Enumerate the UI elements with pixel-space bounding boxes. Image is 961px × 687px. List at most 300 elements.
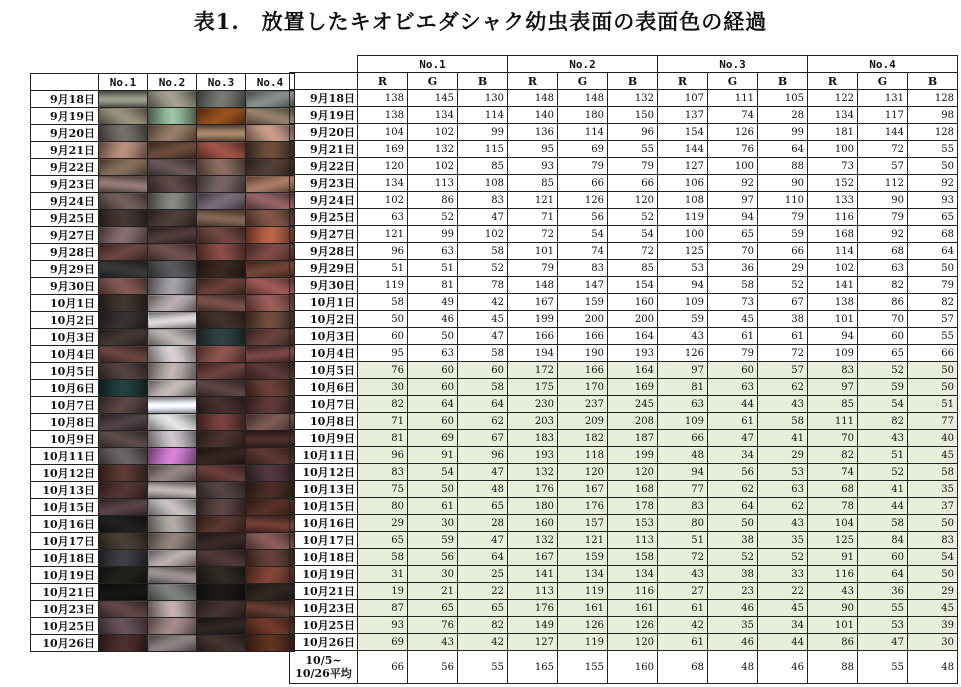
- rgb-value-cell: 176: [558, 498, 608, 515]
- rgb-value-cell: 121: [358, 226, 408, 243]
- rgb-value-cell: 153: [608, 515, 658, 532]
- rgb-value-cell: 58: [458, 243, 508, 260]
- larva-photo-no3: [197, 227, 246, 244]
- rgb-value-cell: 148: [508, 90, 558, 107]
- rgb-value-cell: 43: [658, 328, 708, 345]
- rgb-value-cell: 51: [358, 260, 408, 277]
- photo-row-date: 9月29日: [31, 261, 99, 278]
- rgb-value-cell: 65: [708, 226, 758, 243]
- group-header-no3: No.3: [658, 56, 808, 73]
- larva-photo-no2: [148, 516, 197, 533]
- rgb-value-cell: 158: [608, 549, 658, 566]
- larva-photo-no1: [99, 159, 148, 176]
- larva-photo-no2: [148, 312, 197, 329]
- larva-photo-no3: [197, 601, 246, 618]
- rgb-value-cell: 126: [608, 617, 658, 634]
- rgb-value-cell: 109: [658, 413, 708, 430]
- larva-photo-no4: [246, 329, 295, 346]
- rgb-value-cell: 64: [708, 498, 758, 515]
- rgb-value-cell: 114: [808, 243, 858, 260]
- data-row: [290, 226, 958, 243]
- rgb-value-cell: 138: [358, 107, 408, 124]
- average-value-cell: 56: [408, 651, 458, 684]
- photo-row: [31, 397, 295, 414]
- photo-row-date: 9月23日: [31, 176, 99, 193]
- rgb-value-cell: 53: [858, 617, 908, 634]
- rgb-value-cell: 148: [508, 277, 558, 294]
- larva-photo-no1: [99, 227, 148, 244]
- larva-photo-no3: [197, 465, 246, 482]
- rgb-value-cell: 94: [658, 277, 708, 294]
- rgb-value-cell: 66: [908, 345, 958, 362]
- rgb-value-cell: 134: [808, 107, 858, 124]
- rgb-value-cell: 35: [708, 617, 758, 634]
- larva-photo-no4: [246, 244, 295, 261]
- photo-table-header: [31, 74, 295, 91]
- photo-row: [31, 278, 295, 295]
- rgb-value-cell: 47: [458, 464, 508, 481]
- larva-photo-no2: [148, 635, 197, 652]
- rgb-value-cell: 161: [558, 600, 608, 617]
- larva-photo-no2: [148, 91, 197, 108]
- rgb-value-cell: 70: [708, 243, 758, 260]
- larva-photo-no2: [148, 618, 197, 635]
- rgb-value-cell: 67: [758, 294, 808, 311]
- larva-photo-no1: [99, 397, 148, 414]
- rgb-value-cell: 65: [908, 209, 958, 226]
- photo-row-date: 10月25日: [31, 618, 99, 635]
- rgb-value-cell: 138: [358, 90, 408, 107]
- group-header-no1: No.1: [358, 56, 508, 73]
- larva-photo-no4: [246, 499, 295, 516]
- photo-row-date: 9月20日: [31, 125, 99, 142]
- rgb-value-cell: 81: [658, 379, 708, 396]
- data-row-date: 10月12日: [290, 464, 358, 481]
- rgb-value-cell: 150: [608, 107, 658, 124]
- rgb-value-cell: 81: [408, 277, 458, 294]
- larva-photo-no3: [197, 482, 246, 499]
- photo-row-date: 10月3日: [31, 329, 99, 346]
- rgb-value-cell: 111: [808, 413, 858, 430]
- rgb-value-cell: 51: [908, 396, 958, 413]
- rgb-value-cell: 63: [408, 243, 458, 260]
- rgb-value-cell: 132: [608, 90, 658, 107]
- rgb-value-cell: 68: [858, 243, 908, 260]
- rgb-value-cell: 61: [708, 328, 758, 345]
- larva-photo-no1: [99, 499, 148, 516]
- rgb-value-cell: 59: [658, 311, 708, 328]
- larva-photo-no1: [99, 465, 148, 482]
- rgb-value-cell: 115: [458, 141, 508, 158]
- larva-photo-no2: [148, 108, 197, 125]
- data-row-date: 9月23日: [290, 175, 358, 192]
- average-value-cell: 48: [908, 651, 958, 684]
- larva-photo-no1: [99, 108, 148, 125]
- rgb-value-cell: 55: [608, 141, 658, 158]
- rgb-value-cell: 56: [408, 549, 458, 566]
- data-row-date: 10月3日: [290, 328, 358, 345]
- photo-row: [31, 244, 295, 261]
- data-row-date: 9月18日: [290, 90, 358, 107]
- data-row: [290, 158, 958, 175]
- larva-photo-no1: [99, 142, 148, 159]
- data-row: [290, 175, 958, 192]
- data-row-date: 10月1日: [290, 294, 358, 311]
- larva-photo-no2: [148, 227, 197, 244]
- larva-photo-no1: [99, 261, 148, 278]
- photo-row: [31, 91, 295, 108]
- rgb-value-cell: 63: [758, 481, 808, 498]
- larva-photo-no3: [197, 159, 246, 176]
- photo-row: [31, 193, 295, 210]
- rgb-value-cell: 30: [408, 566, 458, 583]
- rgb-value-cell: 101: [808, 311, 858, 328]
- rgb-value-cell: 54: [608, 226, 658, 243]
- larva-photo-no4: [246, 635, 295, 652]
- larva-photo-no2: [148, 567, 197, 584]
- rgb-value-cell: 141: [808, 277, 858, 294]
- rgb-value-cell: 52: [858, 362, 908, 379]
- rgb-value-cell: 29: [908, 583, 958, 600]
- rgb-value-cell: 180: [558, 107, 608, 124]
- larva-photo-no4: [246, 125, 295, 142]
- rgb-value-cell: 119: [558, 583, 608, 600]
- rgb-value-cell: 82: [858, 413, 908, 430]
- rgb-value-cell: 44: [708, 396, 758, 413]
- larva-photo-no4: [246, 448, 295, 465]
- rgb-value-cell: 88: [758, 158, 808, 175]
- rgb-value-cell: 96: [608, 124, 658, 141]
- channel-header-r: R: [508, 73, 558, 90]
- larva-photo-no2: [148, 278, 197, 295]
- rgb-value-cell: 55: [858, 600, 908, 617]
- rgb-value-cell: 25: [458, 566, 508, 583]
- rgb-value-cell: 59: [858, 379, 908, 396]
- larva-photo-no3: [197, 193, 246, 210]
- rgb-value-cell: 65: [358, 532, 408, 549]
- data-row-date: 9月25日: [290, 209, 358, 226]
- rgb-value-cell: 68: [808, 481, 858, 498]
- rgb-value-cell: 119: [358, 277, 408, 294]
- rgb-value-cell: 40: [908, 430, 958, 447]
- larva-photo-no3: [197, 567, 246, 584]
- rgb-value-cell: 182: [558, 430, 608, 447]
- larva-photo-no2: [148, 601, 197, 618]
- larva-photo-no2: [148, 431, 197, 448]
- larva-photo-no3: [197, 499, 246, 516]
- data-row: [290, 243, 958, 260]
- rgb-value-cell: 50: [908, 158, 958, 175]
- rgb-value-cell: 109: [808, 345, 858, 362]
- rgb-value-cell: 178: [608, 498, 658, 515]
- rgb-value-cell: 62: [708, 481, 758, 498]
- rgb-value-cell: 51: [858, 447, 908, 464]
- rgb-value-cell: 62: [458, 413, 508, 430]
- data-row: [290, 634, 958, 651]
- data-row-date: 10月6日: [290, 379, 358, 396]
- rgb-value-cell: 60: [858, 328, 908, 345]
- larva-photo-no4: [246, 261, 295, 278]
- photo-row-date: 10月11日: [31, 448, 99, 465]
- larva-photo-no3: [197, 142, 246, 159]
- rgb-value-cell: 209: [558, 413, 608, 430]
- larva-photo-no2: [148, 499, 197, 516]
- rgb-value-cell: 28: [758, 107, 808, 124]
- larva-photo-no1: [99, 584, 148, 601]
- rgb-value-cell: 107: [658, 90, 708, 107]
- rgb-value-cell: 51: [658, 532, 708, 549]
- data-row: [290, 498, 958, 515]
- rgb-value-cell: 60: [408, 413, 458, 430]
- larva-photo-no4: [246, 363, 295, 380]
- rgb-value-cell: 51: [408, 260, 458, 277]
- larva-photo-no4: [246, 397, 295, 414]
- rgb-value-cell: 43: [758, 396, 808, 413]
- rgb-value-cell: 45: [708, 311, 758, 328]
- photo-header-no2: No.2: [148, 74, 197, 91]
- rgb-value-cell: 86: [858, 294, 908, 311]
- rgb-value-cell: 58: [708, 277, 758, 294]
- larva-photo-no3: [197, 91, 246, 108]
- rgb-value-cell: 147: [558, 277, 608, 294]
- rgb-value-cell: 100: [658, 226, 708, 243]
- channel-header-b: B: [758, 73, 808, 90]
- rgb-value-cell: 50: [908, 362, 958, 379]
- rgb-value-cell: 82: [908, 294, 958, 311]
- rgb-value-cell: 60: [708, 362, 758, 379]
- rgb-value-cell: 118: [558, 447, 608, 464]
- larva-photo-no3: [197, 329, 246, 346]
- rgb-value-cell: 60: [358, 328, 408, 345]
- rgb-value-cell: 64: [408, 396, 458, 413]
- larva-photo-no3: [197, 244, 246, 261]
- rgb-value-cell: 203: [508, 413, 558, 430]
- rgb-value-cell: 109: [658, 294, 708, 311]
- average-value-cell: 155: [558, 651, 608, 684]
- rgb-value-cell: 99: [408, 226, 458, 243]
- rgb-value-cell: 61: [708, 413, 758, 430]
- larva-photo-no3: [197, 363, 246, 380]
- rgb-value-cell: 45: [908, 600, 958, 617]
- average-value-cell: 55: [858, 651, 908, 684]
- data-row-date: 9月29日: [290, 260, 358, 277]
- rgb-value-cell: 61: [658, 634, 708, 651]
- larva-photo-no4: [246, 601, 295, 618]
- data-row: [290, 515, 958, 532]
- data-row-date: 10月9日: [290, 430, 358, 447]
- rgb-value-cell: 132: [508, 464, 558, 481]
- photo-row: [31, 142, 295, 159]
- rgb-value-cell: 108: [658, 192, 708, 209]
- rgb-value-cell: 83: [808, 362, 858, 379]
- data-row-date: 10月4日: [290, 345, 358, 362]
- rgb-value-cell: 55: [908, 328, 958, 345]
- photo-row-date: 10月23日: [31, 601, 99, 618]
- larva-photo-no2: [148, 176, 197, 193]
- rgb-value-cell: 167: [508, 549, 558, 566]
- rgb-value-cell: 154: [608, 277, 658, 294]
- rgb-value-cell: 93: [508, 158, 558, 175]
- photo-row-date: 9月21日: [31, 142, 99, 159]
- rgb-value-cell: 79: [558, 158, 608, 175]
- rgb-value-cell: 126: [558, 617, 608, 634]
- rgb-value-cell: 80: [658, 515, 708, 532]
- larva-photo-no4: [246, 550, 295, 567]
- data-row: [290, 345, 958, 362]
- larva-photo-no2: [148, 482, 197, 499]
- rgb-value-cell: 53: [658, 260, 708, 277]
- data-row-date: 10月19日: [290, 566, 358, 583]
- rgb-value-cell: 128: [908, 124, 958, 141]
- rgb-value-cell: 72: [608, 243, 658, 260]
- average-label: 10/5~ 10/26平均: [290, 651, 358, 684]
- larva-photo-no2: [148, 125, 197, 142]
- rgb-value-cell: 96: [458, 447, 508, 464]
- channel-header-row: [290, 73, 958, 90]
- larva-photo-no1: [99, 346, 148, 363]
- rgb-value-cell: 122: [808, 90, 858, 107]
- data-row: [290, 311, 958, 328]
- rgb-value-cell: 166: [508, 328, 558, 345]
- rgb-value-cell: 245: [608, 396, 658, 413]
- larva-photo-no1: [99, 210, 148, 227]
- larva-photo-no1: [99, 601, 148, 618]
- larva-photo-no1: [99, 295, 148, 312]
- data-row-date: 10月7日: [290, 396, 358, 413]
- rgb-value-cell: 125: [808, 532, 858, 549]
- rgb-value-cell: 94: [808, 328, 858, 345]
- photo-row: [31, 159, 295, 176]
- larva-photo-no2: [148, 159, 197, 176]
- data-row: [290, 192, 958, 209]
- data-row: [290, 600, 958, 617]
- rgb-value-cell: 85: [508, 175, 558, 192]
- larva-photo-no4: [246, 210, 295, 227]
- larva-photo-no4: [246, 465, 295, 482]
- larva-photo-no3: [197, 550, 246, 567]
- rgb-value-cell: 112: [858, 175, 908, 192]
- rgb-value-cell: 38: [708, 532, 758, 549]
- rgb-value-cell: 116: [808, 209, 858, 226]
- rgb-value-cell: 181: [808, 124, 858, 141]
- rgb-value-cell: 65: [858, 345, 908, 362]
- larva-photo-no4: [246, 482, 295, 499]
- rgb-value-cell: 96: [358, 447, 408, 464]
- rgb-value-cell: 77: [908, 413, 958, 430]
- photo-row: [31, 108, 295, 125]
- rgb-value-cell: 62: [758, 379, 808, 396]
- rgb-value-cell: 83: [658, 498, 708, 515]
- larva-photo-no3: [197, 635, 246, 652]
- photo-row-date: 9月25日: [31, 210, 99, 227]
- rgb-value-cell: 130: [458, 90, 508, 107]
- rgb-value-cell: 28: [458, 515, 508, 532]
- rgb-value-cell: 19: [358, 583, 408, 600]
- rgb-value-cell: 68: [908, 226, 958, 243]
- rgb-value-cell: 71: [358, 413, 408, 430]
- rgb-value-cell: 121: [508, 192, 558, 209]
- rgb-value-cell: 41: [858, 481, 908, 498]
- rgb-value-cell: 29: [358, 515, 408, 532]
- data-row-date: 10月11日: [290, 447, 358, 464]
- photo-header-no4: No.4: [246, 74, 295, 91]
- photo-row-date: 10月26日: [31, 635, 99, 652]
- rgb-value-cell: 134: [608, 566, 658, 583]
- rgb-value-cell: 43: [858, 430, 908, 447]
- rgb-value-cell: 187: [608, 430, 658, 447]
- rgb-value-cell: 102: [808, 260, 858, 277]
- rgb-value-cell: 54: [408, 464, 458, 481]
- rgb-value-cell: 76: [358, 362, 408, 379]
- rgb-value-cell: 169: [608, 379, 658, 396]
- rgb-value-cell: 79: [608, 158, 658, 175]
- photo-row-date: 10月8日: [31, 414, 99, 431]
- photo-row-date: 10月4日: [31, 346, 99, 363]
- data-row: [290, 260, 958, 277]
- data-row-date: 9月24日: [290, 192, 358, 209]
- rgb-value-cell: 157: [558, 515, 608, 532]
- larva-photo-no3: [197, 414, 246, 431]
- rgb-value-cell: 35: [908, 481, 958, 498]
- rgb-value-cell: 60: [858, 549, 908, 566]
- larva-photo-no1: [99, 91, 148, 108]
- larva-photo-no4: [246, 567, 295, 584]
- larva-photo-no1: [99, 278, 148, 295]
- rgb-value-cell: 63: [858, 260, 908, 277]
- rgb-value-cell: 98: [908, 107, 958, 124]
- rgb-value-cell: 168: [608, 481, 658, 498]
- data-row-date: 9月30日: [290, 277, 358, 294]
- photo-row: [31, 295, 295, 312]
- data-row-date: 10月25日: [290, 617, 358, 634]
- rgb-value-cell: 102: [458, 226, 508, 243]
- rgb-value-cell: 102: [408, 158, 458, 175]
- photo-row: [31, 533, 295, 550]
- rgb-value-cell: 43: [758, 515, 808, 532]
- larva-photo-no1: [99, 414, 148, 431]
- larva-photo-no3: [197, 618, 246, 635]
- photo-row-date: 10月19日: [31, 567, 99, 584]
- rgb-value-cell: 75: [358, 481, 408, 498]
- rgb-value-cell: 127: [658, 158, 708, 175]
- rgb-value-cell: 161: [608, 600, 658, 617]
- rgb-value-cell: 45: [458, 311, 508, 328]
- group-header-no4: No.4: [808, 56, 958, 73]
- larva-photo-no2: [148, 210, 197, 227]
- rgb-value-cell: 59: [758, 226, 808, 243]
- channel-header-g: G: [858, 73, 908, 90]
- photo-row: [31, 176, 295, 193]
- rgb-value-cell: 96: [358, 243, 408, 260]
- data-row: [290, 566, 958, 583]
- larva-photo-no2: [148, 380, 197, 397]
- rgb-value-cell: 85: [458, 158, 508, 175]
- rgb-value-cell: 237: [558, 396, 608, 413]
- photo-row: [31, 431, 295, 448]
- rgb-value-cell: 133: [808, 192, 858, 209]
- rgb-value-cell: 30: [358, 379, 408, 396]
- data-row: [290, 209, 958, 226]
- average-value-cell: 165: [508, 651, 558, 684]
- rgb-value-cell: 58: [908, 464, 958, 481]
- rgb-value-cell: 22: [458, 583, 508, 600]
- rgb-value-cell: 72: [508, 226, 558, 243]
- rgb-value-cell: 47: [458, 328, 508, 345]
- photo-row-date: 10月2日: [31, 312, 99, 329]
- rgb-value-cell: 92: [708, 175, 758, 192]
- larva-photo-no4: [246, 533, 295, 550]
- photo-row: [31, 584, 295, 601]
